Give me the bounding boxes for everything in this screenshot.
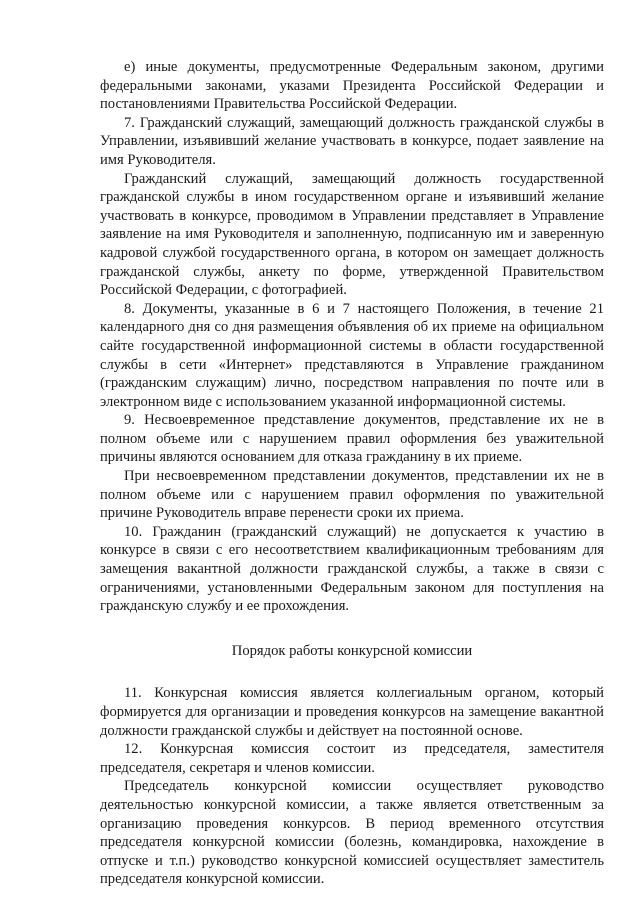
- paragraph-9-late-submission: 9. Несвоевременное представление документов, представление их не в полном объеме или с нарушением правил оформления без уважительной причины являются основанием для отказа гражданину в их приеме.: [100, 412, 604, 466]
- paragraph-7-other-agency-servant: Гражданский служащий, замещающий должность государственной гражданской службы в ином государственном органе и изъявивший желание участвовать в конкурсе, проводимом в Управлении представляет в Управление заявление на имя Руководителя и заполненную, подписанную им и заверенную кадровой службой государственного органа, в котором он замещает должность гражданской службы, анкету по форме, утвержденной Правительством Российской Федерации, с фотографией.: [100, 170, 604, 299]
- paragraph-10-not-admitted: 10. Гражданин (гражданский служащий) не допускается к участию в конкурсе в связи с его несоответствием квалификационным требованиям для замещения вакантной должности гражданской службы, а также в связи с ограничениями, установленными Федеральным законом для поступления на гражданскую службу и ее прохождения.: [100, 523, 604, 615]
- paragraph-9-valid-reason: При несвоевременном представлении документов, представлении их не в полном объеме или с нарушением правил оформления по уважительной причине Руководитель вправе перенести сроки их приема.: [100, 468, 604, 522]
- paragraph-12-chairman-duties: Председатель конкурсной комиссии осуществляет руководство деятельностью конкурсной комиссии, а также является ответственным за организацию проведения конкурсов. В период временного отсутствия председателя конкурсной комиссии (болезнь, командировка, нахождение в отпуске и т.п.) руководство конкурсной комиссией осуществляет заместитель председателя конкурсной комиссии.: [100, 778, 604, 888]
- paragraph-11-commission-body: 11. Конкурсная комиссия является коллегиальным органом, который формируется для организации и проведения конкурсов на замещение вакантной должности гражданской службы и действует на постоянной основе.: [100, 685, 604, 739]
- document-page: [100, 58, 604, 889]
- paragraph-12-commission-members: 12. Конкурсная комиссия состоит из председателя, заместителя председателя, секретаря и членов комиссии.: [100, 741, 604, 776]
- paragraph-8-documents-submission: 8. Документы, указанные в 6 и 7 настоящего Положения, в течение 21 календарного дня со дня размещения объявления об их приеме на официальном сайте государственной информационной системы в области государственной службы в сети «Интернет» представляются в Управление гражданином (гражданским служащим) лично, посредством направления по почте или в электронном виде с использованием указанной информационной системы.: [100, 300, 604, 410]
- paragraph-e-other-documents: е) иные документы, предусмотренные Федеральным законом, другими федеральными законами, указами Президента Российской Федерации и постановлениями Правительства Российской Федерации.: [100, 59, 604, 113]
- paragraph-7-civil-servant-application: 7. Гражданский служащий, замещающий должность гражданской службы в Управлении, изъявивший желание участвовать в конкурсе, подает заявление на имя Руководителя.: [100, 114, 604, 168]
- section-heading: Порядок работы конкурсной комиссии: [231, 642, 473, 659]
